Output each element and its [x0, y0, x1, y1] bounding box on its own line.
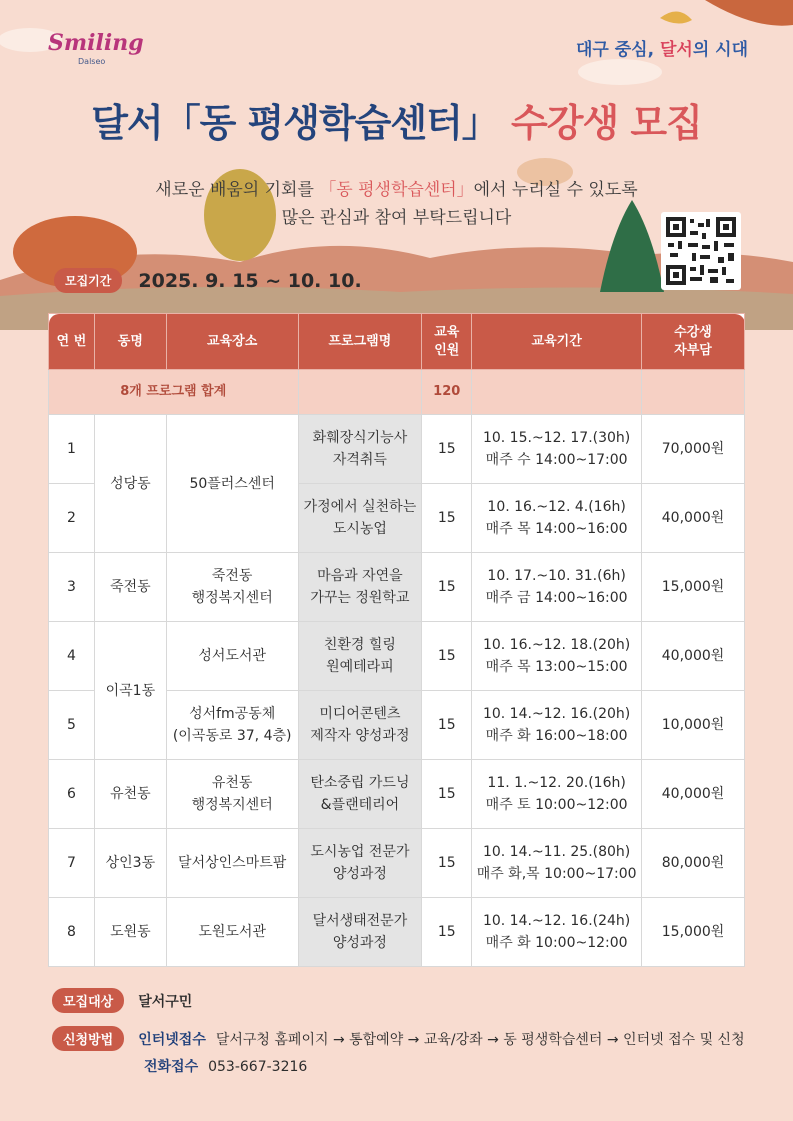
cell-fee: 10,000원 [642, 691, 745, 760]
header-program: 프로그램명 [298, 314, 422, 370]
cell-period: 10. 14.~12. 16.(24h) 매주 화 10:00~12:00 [472, 898, 642, 967]
cell-no: 8 [49, 898, 95, 967]
table-row [49, 829, 745, 898]
cell-no: 6 [49, 760, 95, 829]
cell-no: 7 [49, 829, 95, 898]
header-fee: 수강생 자부담 [642, 314, 745, 370]
table-row [49, 553, 745, 622]
target-value: 달서구민 [138, 994, 193, 1010]
cell-fee: 70,000원 [642, 415, 745, 484]
cell-place: 성서fm공동체 (이곡동로 37, 4층) [166, 691, 298, 760]
cell-period: 10. 16.~12. 4.(16h) 매주 목 14:00~16:00 [472, 484, 642, 553]
period-value: 2025. 9. 15 ~ 10. 10. [138, 269, 362, 292]
header-count: 교육 인원 [422, 314, 472, 370]
smiling-dalseo-logo [48, 30, 144, 70]
logo-main-text: Smiling [48, 30, 144, 56]
table-row [49, 415, 745, 484]
title-main: 달서「동 평생학습센터」 [91, 101, 499, 145]
cell-program: 도시농업 전문가 양성과정 [298, 829, 422, 898]
period-label: 모집기간 [54, 268, 122, 293]
cell-count: 15 [422, 622, 472, 691]
cell-fee: 40,000원 [642, 760, 745, 829]
cell-count: 15 [422, 829, 472, 898]
target-label: 모집대상 [52, 988, 124, 1013]
cell-no: 2 [49, 484, 95, 553]
apply-label: 신청방법 [52, 1026, 124, 1051]
page-title [0, 92, 793, 147]
cell-dong: 죽전동 [94, 553, 166, 622]
cell-no: 3 [49, 553, 95, 622]
cell-period: 10. 16.~12. 18.(20h) 매주 목 13:00~15:00 [472, 622, 642, 691]
logo-sub-text: Dalseo [78, 57, 106, 66]
table-header-row [49, 314, 745, 370]
cell-program: 탄소중립 가드닝 &플랜테리어 [298, 760, 422, 829]
cell-fee: 40,000원 [642, 622, 745, 691]
cell-fee: 15,000원 [642, 898, 745, 967]
cell-no: 4 [49, 622, 95, 691]
table-row [49, 622, 745, 691]
cell-program: 가정에서 실천하는 도시농업 [298, 484, 422, 553]
cell-place: 죽전동 행정복지센터 [166, 553, 298, 622]
cell-period: 10. 14.~12. 16.(20h) 매주 화 16:00~18:00 [472, 691, 642, 760]
cell-no: 5 [49, 691, 95, 760]
cell-program: 마음과 자연을 가꾸는 정원학교 [298, 553, 422, 622]
cell-program: 미디어콘텐츠 제작자 양성과정 [298, 691, 422, 760]
cell-place: 유천동 행정복지센터 [166, 760, 298, 829]
qr-code-icon[interactable] [661, 212, 741, 290]
cell-period: 10. 15.~12. 17.(30h) 매주 수 14:00~17:00 [472, 415, 642, 484]
header-period: 교육기간 [472, 314, 642, 370]
cell-count: 15 [422, 760, 472, 829]
summary-empty [642, 370, 745, 415]
cell-program: 친환경 힐링 원예테라피 [298, 622, 422, 691]
slogan-part1: 대구 중심, [575, 40, 660, 60]
cell-dong: 이곡1동 [94, 622, 166, 760]
summary-total: 120 [422, 370, 472, 415]
header-dong: 동명 [94, 314, 166, 370]
slogan [576, 35, 748, 60]
cell-count: 15 [422, 415, 472, 484]
subtitle-line2: 많은 관심과 참여 부탁드립니다 [281, 208, 512, 228]
phone-label: 전화접수 [144, 1059, 199, 1075]
title-accent: 수강생 모집 [511, 101, 702, 145]
header-no: 연 번 [49, 314, 95, 370]
recruitment-period [54, 268, 362, 293]
summary-label: 8개 프로그램 합계 [49, 370, 299, 415]
cell-program: 달서생태전문가 양성과정 [298, 898, 422, 967]
cell-count: 15 [422, 691, 472, 760]
cell-place: 도원도서관 [166, 898, 298, 967]
slogan-part2: 달서 [659, 40, 693, 60]
table-row [49, 898, 745, 967]
cell-dong: 성당동 [94, 415, 166, 553]
cell-period: 10. 14.~11. 25.(80h) 매주 화,목 10:00~17:00 [472, 829, 642, 898]
apply-section [52, 1026, 745, 1051]
cell-count: 15 [422, 553, 472, 622]
summary-empty [298, 370, 422, 415]
cell-period: 11. 1.~12. 20.(16h) 매주 토 10:00~12:00 [472, 760, 642, 829]
cell-no: 1 [49, 415, 95, 484]
cell-fee: 15,000원 [642, 553, 745, 622]
slogan-part3: 의 시대 [692, 40, 748, 60]
summary-empty [472, 370, 642, 415]
header-place: 교육장소 [166, 314, 298, 370]
subtitle-line1-b: 「동 평생학습센터」 [319, 180, 474, 200]
cell-place: 성서도서관 [166, 622, 298, 691]
cell-count: 15 [422, 484, 472, 553]
table-row [49, 760, 745, 829]
subtitle-line1-a: 새로운 배움의 기회를 [155, 180, 320, 200]
cell-dong: 상인3동 [94, 829, 166, 898]
cell-count: 15 [422, 898, 472, 967]
cell-fee: 80,000원 [642, 829, 745, 898]
cell-place: 50플러스센터 [166, 415, 298, 553]
cell-fee: 40,000원 [642, 484, 745, 553]
cell-dong: 도원동 [94, 898, 166, 967]
phone-value: 053-667-3216 [208, 1059, 308, 1075]
phone-section [144, 1056, 307, 1076]
cell-place: 달서상인스마트팜 [166, 829, 298, 898]
cell-dong: 유천동 [94, 760, 166, 829]
cell-program: 화훼장식기능사 자격취득 [298, 415, 422, 484]
cell-period: 10. 17.~10. 31.(6h) 매주 금 14:00~16:00 [472, 553, 642, 622]
internet-label: 인터넷접수 [138, 1032, 206, 1048]
target-section [52, 988, 192, 1013]
subtitle-line1-c: 에서 누리실 수 있도록 [473, 180, 638, 200]
internet-value: 달서구청 홈페이지 → 통합예약 → 교육/강좌 → 동 평생학습센터 → 인터넷 접수 및 신청 [215, 1032, 745, 1048]
program-table [48, 313, 745, 967]
summary-row [49, 370, 745, 415]
